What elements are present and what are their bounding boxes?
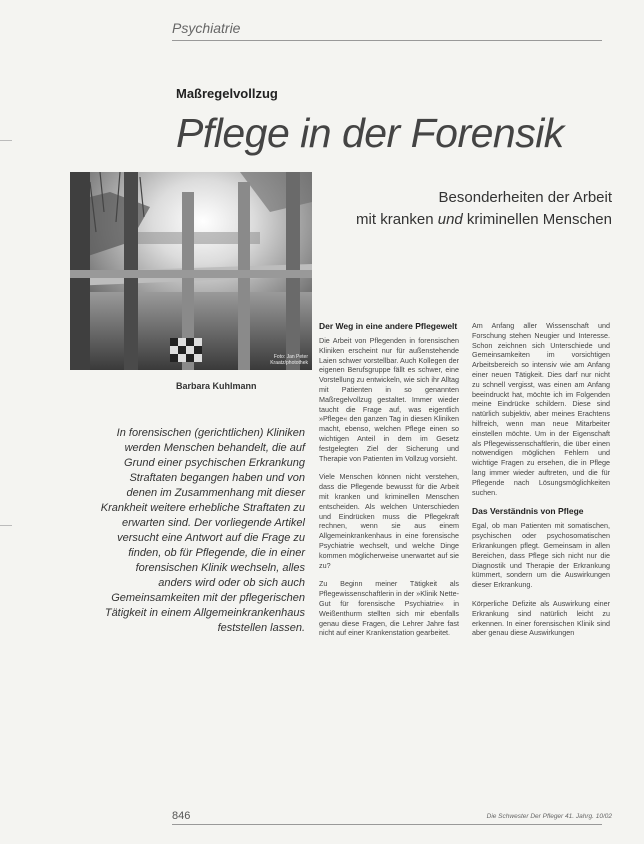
body-paragraph: Zu Beginn meiner Tätigkeit als Pflegewissenschaftlerin in der »Klinik Nette-Gut für forensische Psychiatrie« in Weißenthurm stellten sich mir ebenfalls genau diese Fragen, die Lehrer Jahre fast nicht auf einer Krankenstation gearbeitet. [319, 579, 459, 638]
article-photo [70, 172, 312, 370]
section-label: Psychiatrie [172, 20, 241, 36]
body-paragraph: Die Arbeit von Pflegenden in forensischen Kliniken erscheint nur für außenstehende Laien schwer vorstellbar. Auch Kollegen der eigenen Berufsgruppe fällt es schwer, eine Vorstellung zu entwickeln, wie sich ihr Alltag mit Patienten in so genannten Maßregelvollzug gestaltet. Immer wieder taucht die Frage auf, was eigentlich »Pflege« den ganzen Tag in diesen Kliniken macht, ebenso, welchen Pflege einen so wichtigen Anteil in dem im Gesetz festgelegten Ziel der Sicherung und Therapie von Patienten im Vollzug vorsieht. [319, 336, 459, 463]
footer-journal: Die Schwester Der Pfleger 41. Jahrg. 10/02 [486, 813, 612, 820]
author-name: Barbara Kuhlmann [176, 381, 257, 391]
subtitle-line-2-emphasis: und [437, 211, 463, 228]
section-heading: Das Verständnis von Pflege [472, 506, 584, 517]
body-paragraph: Am Anfang aller Wissenschaft und Forschung stehen Neugier und Interesse. Schon zeichnen sich Unterschiede und Gemeinsamkeiten im vorsichtigen Arbeitsbereich so intensiv wie am Anfang einer neuen Tätigkeit. Dies darf nur nicht zu schnell vergisst, was einen am Anfang beeindruckt hat, möchte ich im Folgenden meine Eindrücke schildern. Diese sind natürlich subjektiv, aber meines Erachtens hilfreich, wenn man neue Mitarbeiter einstellen möchte. Um in der Eigenschaft als Pflegewissenschaftlerin, die über einen notwendigen möglichen Fehlern und wichtige Fragen zu ersehen, die in Pflege lang immer wieder auftreten, und die für Pflegende nach Lösungsmöglichkeiten suchen. [472, 321, 610, 497]
body-paragraph: Viele Menschen können nicht verstehen, dass die Pflegende bewusst für die Arbeit mit kranken und kriminellen Menschen entscheiden. Als welchen Unterschieden und Eindrücken muss die Pflegekraft rechnen, wenn sie aus einem Allgemeinkrankenhaus in eine forensische Psychiatrie wechselt, und welche Dinge kommen möglicherweise unerwartet auf sie zu? [319, 472, 459, 570]
margin-tick [0, 525, 12, 526]
subtitle-line-1: Besonderheiten der Arbeit [438, 189, 612, 206]
body-column-1 [319, 321, 459, 647]
article-title: Pflege in der Forensik [176, 110, 564, 156]
article-kicker: Maßregelvollzug [176, 86, 278, 101]
footer-rule [172, 824, 602, 825]
photo-credit: Foto: Jan Peter Kraatz/photothek [270, 354, 308, 366]
subtitle-line-2-a: mit kranken [356, 211, 438, 228]
body-paragraph: Körperliche Defizite als Auswirkung einer Erkrankung sind natürlich leicht zu erkennen. In einer forensischen Klinik sind aber genau diese Auswirkungen [472, 598, 610, 638]
subtitle-line-2-b: kriminellen Menschen [462, 211, 612, 228]
page-number: 846 [172, 810, 191, 822]
article-abstract: In forensischen (gerichtlichen) Kliniken werden Menschen behandelt, die auf Grund einer psychischen Erkrankung Straftaten begangen haben und von denen im Zusammenhang mit dieser Krankheit weitere erhebliche Straftaten zu erwarten sind. Der vorliegende Artikel versucht eine Antwort auf die Frage zu finden, ob für Pflegende, die in einer forensischen Klinik wechseln, alles anders wird oder ob sich auch Gemeinsamkeiten mit der pflegerischen Tätigkeit in einem Allgemeinkrankenhaus feststellen lassen. [100, 427, 305, 634]
top-rule [172, 40, 602, 41]
section-heading: Der Weg in eine andere Pflegewelt [319, 321, 458, 331]
margin-tick [0, 140, 12, 141]
article-subtitle [312, 187, 612, 231]
subtitle-line-2 [312, 209, 612, 231]
body-paragraph: Egal, ob man Patienten mit somatischen, psychischen oder psychosomatischen Erkrankungen pflegt. Gemeinsam in allen Bereichen, dass Pflege sich nicht nur die Diagnostik und Therapie der Erkrankung kümmert, sondern um die Auswirkungen dieser Erkrankung. [472, 521, 610, 590]
body-column-2 [472, 321, 610, 647]
prison-window-photo [70, 172, 312, 370]
